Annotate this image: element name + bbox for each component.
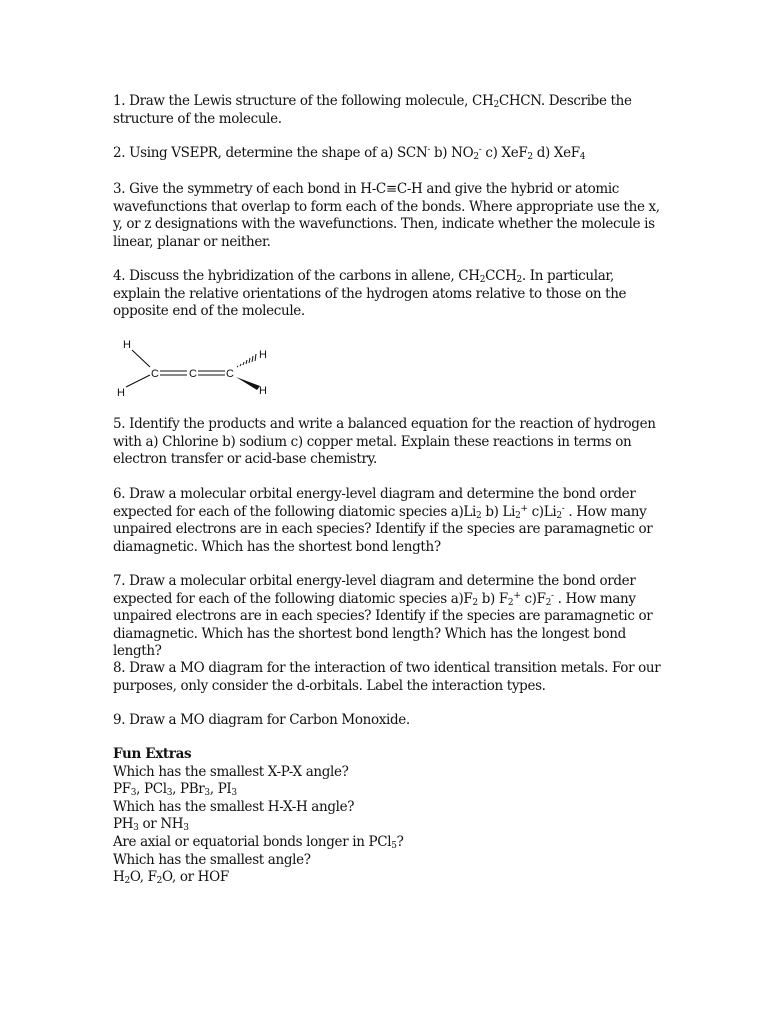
carbon-1-label: C	[151, 368, 159, 380]
h-top-left-label: H	[123, 339, 131, 351]
fun-extras-heading: Fun Extras	[113, 746, 192, 762]
question-8: 8. Draw a MO diagram for the interaction of two identical transition metals. For our purposes, only consider the d-orbitals. Label the interaction types.	[113, 660, 661, 694]
fun-extras-section	[113, 746, 665, 887]
extras-line-4: $PH_3$ or $NH_3$	[113, 816, 189, 834]
h-bottom-right-label: H	[259, 385, 267, 397]
question-3: 3. Give the symmetry of each bond in H-C≡C-H and give the hybrid or atomic wavefunctions that overlap to form each of the bonds. Where appropriate use the x, y, or z designations with the wavefunctions. Then, indicate whether the molecule is linear, planar or neither.	[113, 181, 660, 250]
extras-line-2: $PF_3$, PCl$_3$, PBr$_3$, $PI_3$	[113, 781, 237, 799]
extras-line-5: Are axial or equatorial bonds longer in PCl$_5$?	[113, 833, 404, 851]
question-4: 4. Discuss the hybridization of the carbons in allene, $CH_2CCH_2$. In particular, explain the relative orientations of the hydrogen atoms relative to those on the opposite end of the molecule.	[113, 268, 627, 320]
h-top-right-label: H	[259, 349, 267, 361]
allene-structure	[112, 335, 282, 403]
extras-line-3: Which has the smallest H-X-H angle?	[113, 798, 355, 815]
hashed-wedge-bond	[237, 354, 256, 367]
carbon-2-label: C	[189, 368, 197, 380]
bond-c1-h-top	[132, 350, 150, 367]
question-6: 6. Draw a molecular orbital energy-level diagram and determine the bond order expected for each of the following diatomic species $a)Li_2$ b) $Li_2^+$ $c)Li_2^-$ . How many unpaired electrons are in each species? Identify if the species are paramagnetic or diamagnetic. Which has the shortest bond length?	[113, 486, 653, 555]
h-bottom-left-label: H	[117, 387, 125, 399]
extras-line-7: $H_2O$, $F_2O$, or HOF	[113, 869, 229, 887]
extras-line-6: Which has the smallest angle?	[113, 851, 311, 868]
question-2: 2. Using VSEPR, determine the shape of a) SCN- b) $NO_2^-$ c) XeF$_2$ d) XeF$_4$	[113, 145, 586, 162]
question-9: 9. Draw a MO diagram for Carbon Monoxide.	[113, 712, 410, 728]
solid-wedge-bond	[236, 377, 260, 390]
question-5: 5. Identify the products and write a balanced equation for the reaction of hydrogen with a) Chlorine b) sodium c) copper metal. Explain these reactions in terms on electron transfer or acid-base chemistry.	[113, 416, 656, 468]
carbon-3-label: C	[226, 368, 234, 380]
bond-c1-h-bottom	[126, 375, 150, 387]
extras-line-1: Which has the smallest X-P-X angle?	[113, 763, 349, 780]
question-1: 1. Draw the Lewis structure of the following molecule, $CH_2CHCN$. Describe the structure of the molecule.	[113, 93, 632, 127]
question-7: 7. Draw a molecular orbital energy-level diagram and determine the bond order expected for each of the following diatomic species $a)F_2$ b) $F_2^+$ $c)F_2^-$ . How many unpaired electrons are in each species? Identify if the species are paramagnetic or diamagnetic. Which has the shortest bond length? Which has the longest bond length?	[113, 573, 653, 660]
